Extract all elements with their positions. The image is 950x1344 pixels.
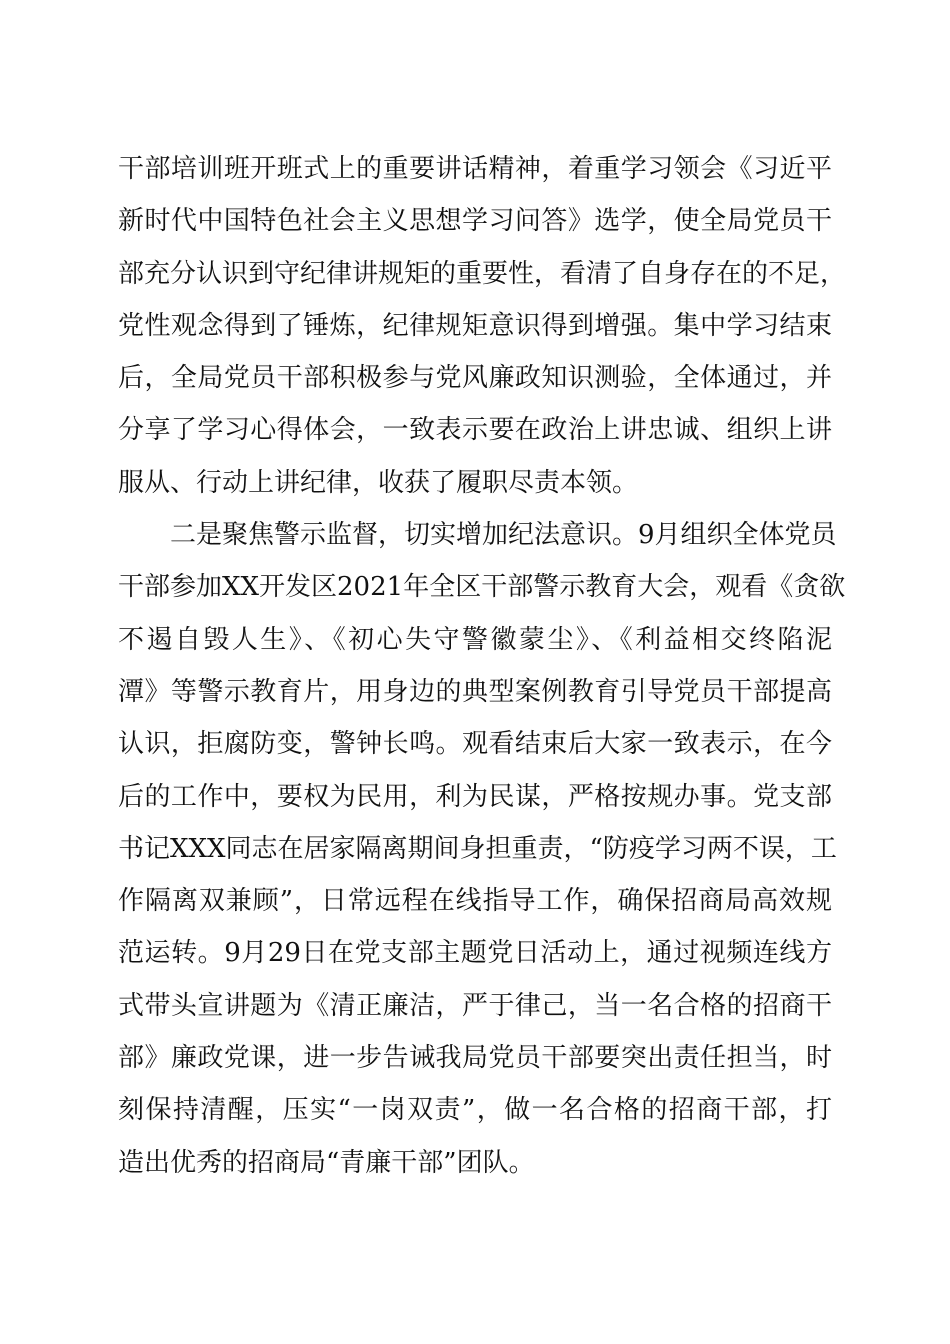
paragraph-2-line-10: 式带头宣讲题为《清正廉洁，严于律己，当一名合格的招商干 — [118, 990, 832, 1021]
paragraph-1-line-4: 党性观念得到了锤炼，纪律规矩意识得到增强。集中学习结束 — [118, 310, 832, 341]
paragraph-2-line-13: 造出优秀的招商局“青廉干部”团队。 — [118, 1147, 535, 1178]
paragraph-2-line-8: 作隔离双兼顾”，日常远程在线指导工作，确保招商局高效规 — [118, 886, 832, 917]
paragraph-1-line-1: 干部培训班开班式上的重要讲话精神，着重学习领会《习近平 — [118, 154, 832, 184]
paragraph-1-line-2: 新时代中国特色社会主义思想学习问答》选学，使全局党员干 — [118, 206, 832, 237]
paragraph-1-line-3: 部充分认识到守纪律讲规矩的重要性，看清了自身存在的不足， — [118, 258, 847, 289]
paragraph-2-line-2: 干部参加XX开发区2021年全区干部警示教育大会，观看《贪欲 — [118, 572, 846, 603]
paragraph-2-line-1: 二是聚焦警示监督，切实增加纪法意识。9月组织全体党员 — [170, 520, 837, 551]
paragraph-2-line-9: 范运转。9月29日在党支部主题党日活动上，通过视频连线方 — [118, 938, 832, 969]
paragraph-1-line-6: 分享了学习心得体会，一致表示要在政治上讲忠诚、组织上讲 — [118, 415, 832, 446]
paragraph-2-line-6: 后的工作中，要权为民用，利为民谋，严格按规办事。党支部 — [118, 781, 832, 812]
paragraph-2-line-7: 书记XXX同志在居家隔离期间身担重责，“防疫学习两不误，工 — [118, 833, 837, 864]
paragraph-2-line-11: 部》廉政党课，进一步告诫我局党员干部要突出责任担当，时 — [118, 1043, 832, 1074]
paragraph-1-line-5: 后，全局党员干部积极参与党风廉政知识测验，全体通过，并 — [118, 363, 832, 394]
paragraph-2-line-12: 刻保持清醒，压实“一岗双责”，做一名合格的招商干部，打 — [118, 1095, 832, 1126]
paragraph-2-line-4: 潭》等警示教育片，用身边的典型案例教育引导党员干部提高 — [118, 676, 832, 707]
paragraph-1-line-7: 服从、行动上讲纪律，收获了履职尽责本领。 — [118, 467, 639, 498]
document-body — [118, 143, 847, 1189]
paragraph-2-line-3: 不遏自毁人生》、《初心失守警徽蒙尘》、《利益相交终陷泥 — [118, 624, 832, 655]
paragraph-2-line-5: 认识，拒腐防变，警钟长鸣。观看结束后大家一致表示，在今 — [118, 729, 832, 760]
